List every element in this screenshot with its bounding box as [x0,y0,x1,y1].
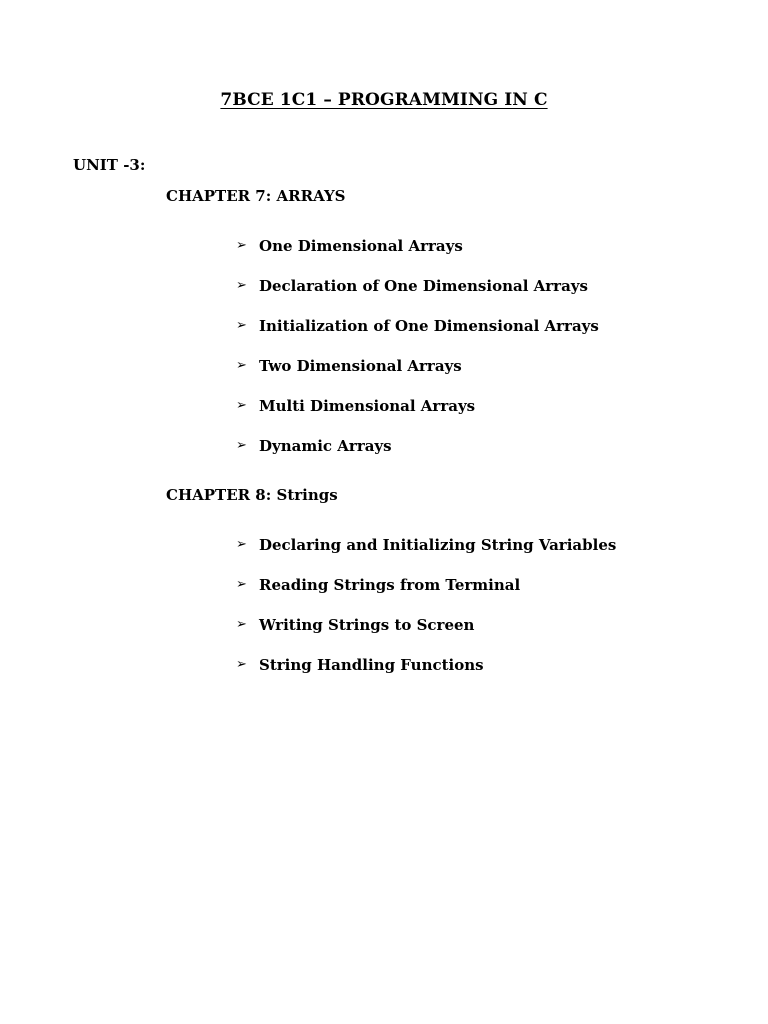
chapter-7-topic-list [236,236,599,476]
document-title: 7BCE 1C1 – PROGRAMMING IN C [220,90,548,110]
arrow-bullet-icon: ➢ [236,537,247,552]
list-item [236,396,599,436]
topic-label: Initialization of One Dimensional Arrays [259,317,599,335]
list-item [236,535,616,575]
list-item [236,356,599,396]
topic-label: Dynamic Arrays [259,437,392,455]
arrow-bullet-icon: ➢ [236,577,247,592]
topic-label: One Dimensional Arrays [259,237,463,255]
arrow-bullet-icon: ➢ [236,617,247,632]
arrow-bullet-icon: ➢ [236,278,247,293]
topic-label: Declaring and Initializing String Variables [259,536,617,554]
arrow-bullet-icon: ➢ [236,238,247,253]
chapter-7-heading: CHAPTER 7: ARRAYS [166,187,346,205]
list-item [236,615,616,655]
topic-label: Declaration of One Dimensional Arrays [259,277,588,295]
list-item [236,276,599,316]
list-item [236,236,599,276]
arrow-bullet-icon: ➢ [236,438,247,453]
topic-label: Multi Dimensional Arrays [259,397,476,415]
topic-label: Two Dimensional Arrays [259,357,462,375]
arrow-bullet-icon: ➢ [236,657,247,672]
list-item [236,316,599,356]
chapter-8-heading: CHAPTER 8: Strings [166,486,338,504]
topic-label: String Handling Functions [259,656,484,674]
arrow-bullet-icon: ➢ [236,398,247,413]
list-item [236,655,616,695]
list-item [236,575,616,615]
unit-heading: UNIT -3: [73,156,146,174]
arrow-bullet-icon: ➢ [236,318,247,333]
arrow-bullet-icon: ➢ [236,358,247,373]
topic-label: Writing Strings to Screen [259,616,475,634]
chapter-8-topic-list [236,535,616,695]
list-item [236,436,599,476]
topic-label: Reading Strings from Terminal [259,576,521,594]
